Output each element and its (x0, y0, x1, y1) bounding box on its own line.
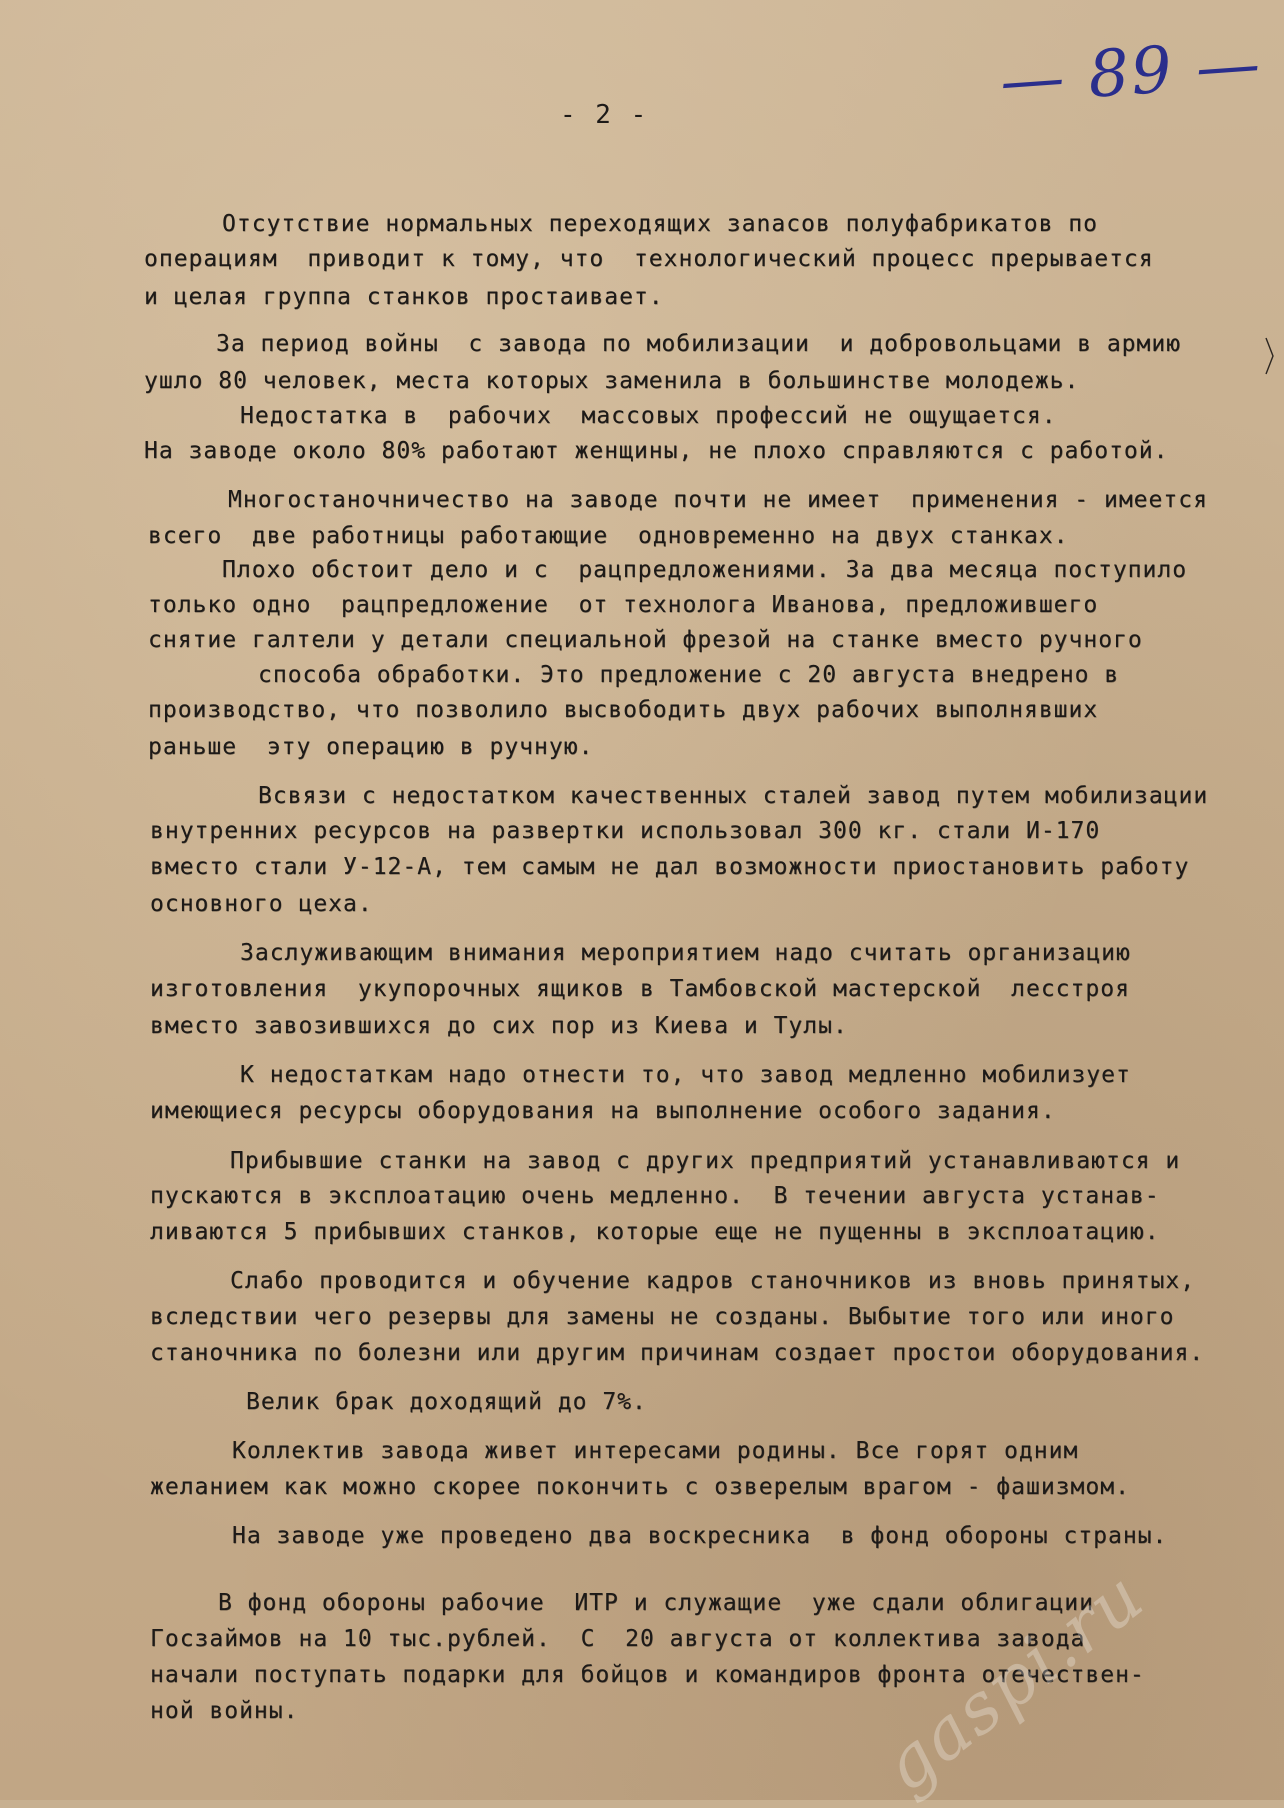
text-line: За период войны с завода по мобилизации и добровольцами в армию (216, 331, 1182, 357)
text-line: способа обработки. Это предложение с 20 августа внедрено в (258, 662, 1120, 688)
text-line: Коллектив завода живет интересами родины. Все горят одним (232, 1438, 1079, 1464)
text-line: Многостаночничество на заводе почти не имеет применения - имеется (228, 487, 1208, 513)
text-line: имеющиеся ресурсы оборудования на выполнение особого задания. (150, 1098, 1056, 1124)
text-line: К недостаткам надо отнести то, что завод медленно мобилизует (240, 1062, 1131, 1088)
text-line: внутренних ресурсов на развертки использовал 300 кг. стали И-170 (150, 818, 1101, 844)
text-line: только одно рацпредложение от технолога Иванова, предложившего (148, 592, 1099, 618)
margin-mark-icon (1264, 336, 1276, 376)
text-line: производство, что позволило высвободить двух рабочих выполнявших (148, 697, 1099, 723)
text-line: желанием как можно скорее покончить с озверелым врагом - фашизмом. (150, 1474, 1130, 1500)
text-line: снятие галтели у детали специальной фрезой на станке вместо ручного (148, 627, 1143, 653)
text-line: всего две работницы работающие одновременно на двух станках. (148, 523, 1069, 549)
text-line: Слабо проводится и обучение кадров станочников из вновь принятых, (230, 1268, 1196, 1294)
text-line: ушло 80 человек, места которых заменила в большинстве молодежь. (144, 368, 1080, 394)
watermark: gaspi.ru (867, 1554, 1160, 1808)
text-line: ливаются 5 прибывших станков, которые еще не пущенны в эксплоатацию. (150, 1219, 1160, 1245)
text-line: раньше эту операцию в ручную. (148, 734, 594, 760)
folio-number: — 89 — (997, 26, 1265, 120)
text-line: вместо стали У-12-А, тем самым не дал возможности приостановить работу (150, 854, 1190, 880)
text-line: Отсутствие нормальных переходящих заnасов полуфабрикатов по (222, 211, 1098, 237)
text-line: основного цеха. (150, 891, 373, 917)
text-line: ной войны. (150, 1698, 299, 1724)
text-line: вследствии чего резервы для замены не созданы. Выбытие того или иного (150, 1304, 1175, 1330)
text-line: На заводе около 80% работают женщины, не плохо справляются с работой. (144, 438, 1169, 464)
text-line: Всвязи с недостатком качественных сталей завод путем мобилизации (258, 783, 1209, 809)
text-line: Плохо обстоит дело и с рацпредложениями. За два месяца поступило (222, 557, 1188, 583)
text-line: изготовления укупорочных ящиков в Тамбовской мастерской лесстроя (150, 976, 1130, 1002)
text-line: Госзаймов на 10 тыс.рублей. С 20 августа от коллектива завода (150, 1626, 1086, 1652)
text-line: вместо завозившихся до сих пор из Киева и Тулы. (150, 1013, 848, 1039)
text-line: операциям приводит к тому, что технологический процесс прерывается (144, 246, 1154, 272)
text-line: начали поступать подарки для бойцов и командиров фронта отечествен- (150, 1662, 1145, 1688)
text-line: и целая группа станков простаивает. (144, 284, 664, 310)
text-line: Недостатка в рабочих массовых профессий не ощущается. (240, 403, 1057, 429)
page-number: - 2 - (560, 100, 649, 130)
text-line: В фонд обороны рабочие ИТР и служащие уже сдали облигации (218, 1590, 1094, 1616)
text-line: пускаются в эксплоатацию очень медленно. В течении августа устанав- (150, 1183, 1160, 1209)
text-line: Заслуживающим внимания мероприятием надо считать организацию (240, 940, 1131, 966)
text-line: На заводе уже проведено два воскресника в фонд обороны страны. (232, 1523, 1168, 1549)
text-line: Прибывшие станки на завод с других предприятий устанавливаются и (230, 1148, 1181, 1174)
text-line: станочника по болезни или другим причинам создает простои оборудования. (150, 1340, 1205, 1366)
text-line: Велик брак доходящий до 7%. (246, 1389, 647, 1415)
